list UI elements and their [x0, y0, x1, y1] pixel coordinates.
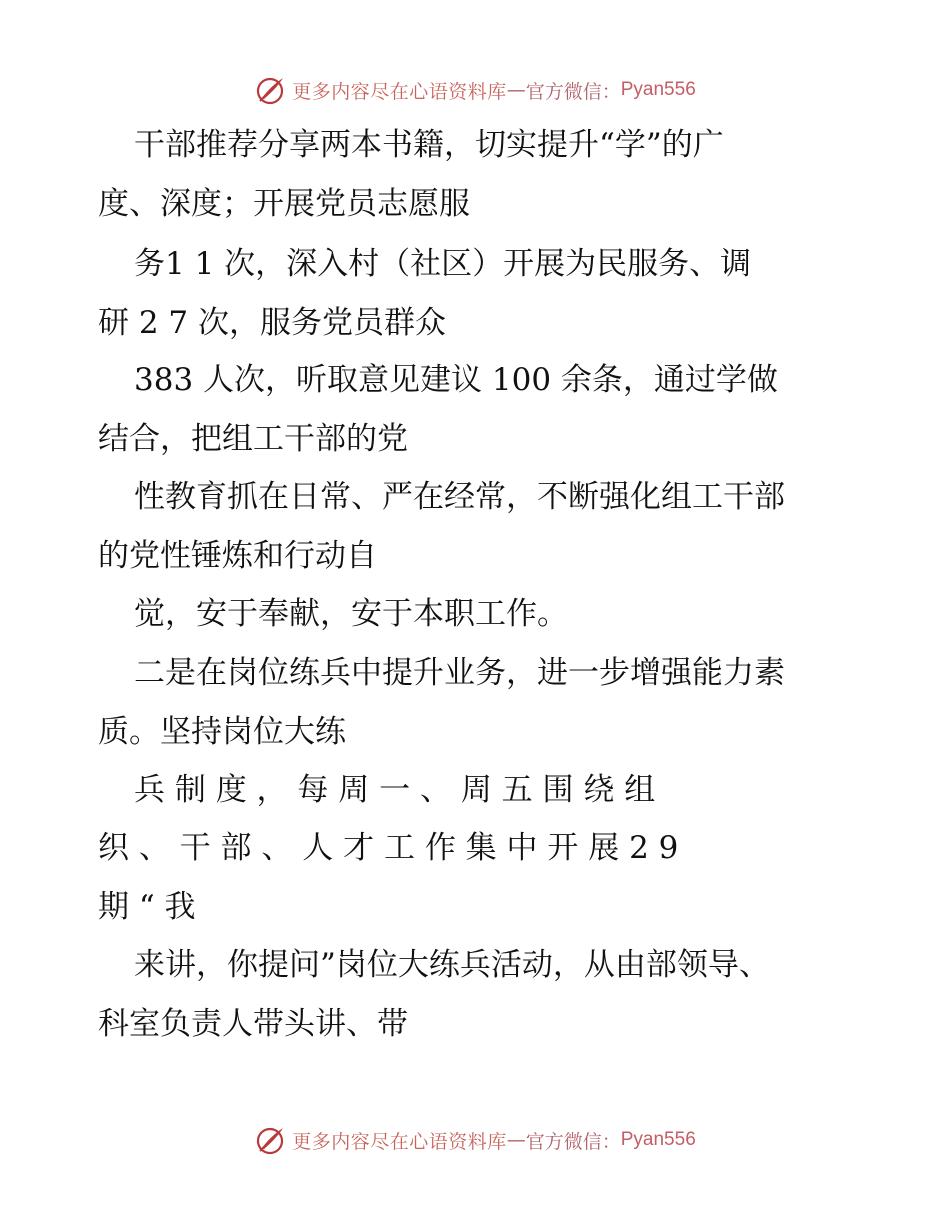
footer-watermark	[0, 1120, 950, 1160]
body-line: 研 2 7 次，服务党员群众	[98, 305, 447, 341]
body-line: 觉，安于奉献，安于本职工作。	[134, 596, 568, 632]
watermark-site-text: 更多内容尽在心语资料库	[292, 80, 507, 103]
body-line: 质。坚持岗位大练	[98, 714, 346, 750]
watermark-site-text: 更多内容尽在心语资料库	[292, 1130, 507, 1153]
body-line: 二是在岗位练兵中提升业务，进一步增强能力素	[134, 655, 785, 691]
body-line: 的党性锤炼和行动自	[98, 538, 377, 574]
feather-pen-logo-icon	[254, 1124, 286, 1156]
watermark-account: Pyan556	[620, 1129, 696, 1150]
body-line: 性教育抓在日常、严在经常，不断强化组工干部	[134, 479, 785, 515]
watermark-label: 官方微信：	[525, 80, 621, 103]
body-line: 干部推荐分享两本书籍，切实提升“学”的广	[134, 127, 724, 163]
body-line: 科室负责人带头讲、带	[98, 1006, 408, 1042]
body-line: 务1 1 次，深入村（社区）开展为民服务、调	[134, 246, 752, 282]
watermark-dash: —	[506, 1129, 526, 1151]
body-line: 度、深度；开展党员志愿服	[98, 186, 470, 222]
body-line: 结合，把组工干部的党	[98, 421, 408, 457]
watermark-label: 官方微信：	[525, 1130, 621, 1153]
feather-pen-logo-icon	[254, 74, 286, 106]
watermark-dash: —	[506, 79, 526, 101]
body-line: 来讲，你提问”岗位大练兵活动，从由部领导、	[134, 947, 770, 983]
body-line: 织 、 干 部 、 人 才 工 作 集 中 开 展 2 9	[98, 830, 679, 866]
body-line: 383 人次，听取意见建议 100 余条，通过学做	[134, 362, 778, 398]
watermark-account: Pyan556	[620, 79, 696, 100]
header-watermark	[0, 70, 950, 110]
body-line: 兵 制 度 ， 每 周 一 、 周 五 围 绕 组	[134, 772, 656, 808]
body-line: 期 “ 我	[98, 889, 196, 925]
